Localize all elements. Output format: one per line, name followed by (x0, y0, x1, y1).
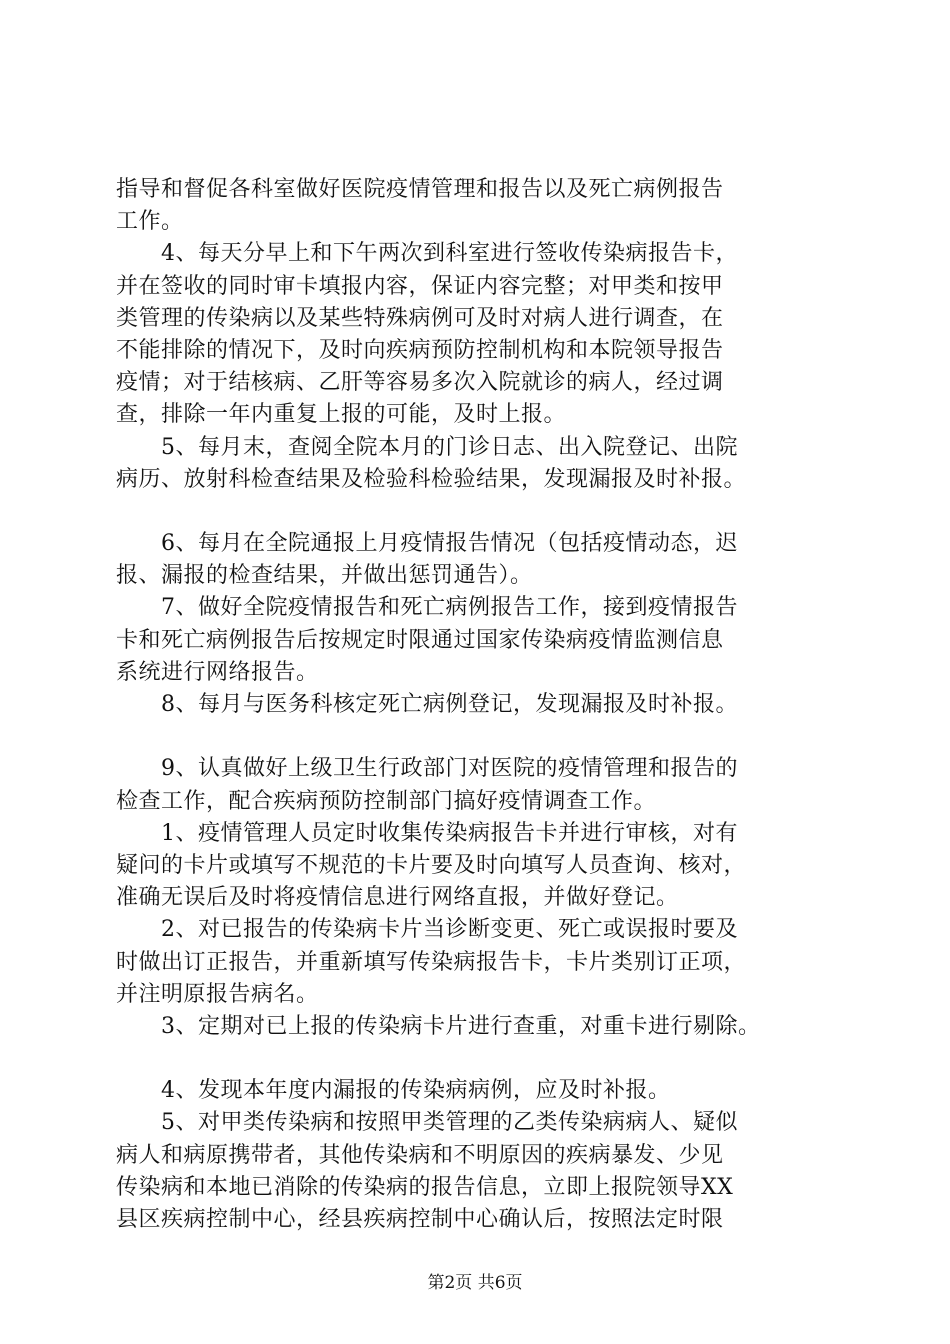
text-line: 6、每月在全院通报上月疫情报告情况（包括疫情动态，迟 (161, 531, 738, 557)
text-line: 并注明原报告病名。 (116, 981, 319, 1007)
text-line: 4、发现本年度内漏报的传染病病例，应及时补报。 (161, 1078, 671, 1104)
text-line: 5、每月末，查阅全院本月的门诊日志、出入院登记、出院 (161, 434, 738, 460)
text-line: 9、认真做好上级卫生行政部门对医院的疫情管理和报告的 (161, 756, 738, 782)
text-line: 1、疫情管理人员定时收集传染病报告卡并进行审核，对有 (161, 820, 738, 846)
text-line: 病历、放射科检查结果及检验科检验结果，发现漏报及时补报。 (116, 466, 747, 492)
text-line: 工作。 (116, 209, 184, 235)
blank-line (116, 496, 846, 528)
text-line: 报、漏报的检查结果，并做出惩罚通告）。 (116, 563, 533, 589)
document-body (116, 174, 846, 1236)
text-line: 疑问的卡片或填写不规范的卡片要及时向填写人员查询、核对， (116, 852, 747, 878)
text-line: 准确无误后及时将疫情信息进行网络直报，并做好登记。 (116, 885, 679, 911)
text-line: 传染病和本地已消除的传染病的报告信息，立即上报院领导XX (116, 1174, 734, 1200)
text-line: 类管理的传染病以及某些特殊病例可及时对病人进行调查，在 (116, 305, 724, 331)
text-line: 病人和病原携带者，其他传染病和不明原因的疾病暴发、少见 (116, 1142, 724, 1168)
text-line: 县区疾病控制中心，经县疾病控制中心确认后，按照法定时限 (116, 1207, 724, 1232)
text-line: 卡和死亡病例报告后按规定时限通过国家传染病疫情监测信息 (116, 627, 724, 653)
text-line: 指导和督促各科室做好医院疫情管理和报告以及死亡病例报告 (116, 177, 724, 202)
text-line: 5、对甲类传染病和按照甲类管理的乙类传染病病人、疑似 (161, 1110, 738, 1136)
text-line: 7、做好全院疫情报告和死亡病例报告工作，接到疫情报告 (161, 595, 738, 621)
page-footer: 第2页 共6页 (427, 1273, 523, 1293)
text-line: 4、每天分早上和下午两次到科室进行签收传染病报告卡， (161, 241, 738, 267)
text-line: 2、对已报告的传染病卡片当诊断变更、死亡或误报时要及 (161, 917, 738, 943)
blank-line (116, 1043, 846, 1075)
text-line: 疫情；对于结核病、乙肝等容易多次入院就诊的病人，经过调 (116, 370, 724, 396)
text-line: 系统进行网络报告。 (116, 659, 319, 685)
text-line: 时做出订正报告，并重新填写传染病报告卡，卡片类别订正项， (116, 949, 747, 975)
text-line: 查，排除一年内重复上报的可能，及时上报。 (116, 402, 567, 428)
blank-line (116, 721, 846, 753)
text-line: 并在签收的同时审卡填报内容，保证内容完整；对甲类和按甲 (116, 273, 724, 299)
text-line: 检查工作，配合疾病预防控制部门搞好疫情调查工作。 (116, 788, 657, 814)
text-line: 8、每月与医务科核定死亡病例登记，发现漏报及时补报。 (161, 692, 738, 717)
text-line: 3、定期对已上报的传染病卡片进行查重，对重卡进行剔除。 (161, 1013, 761, 1039)
text-line: 不能排除的情况下，及时向疾病预防控制机构和本院领导报告 (116, 337, 724, 363)
